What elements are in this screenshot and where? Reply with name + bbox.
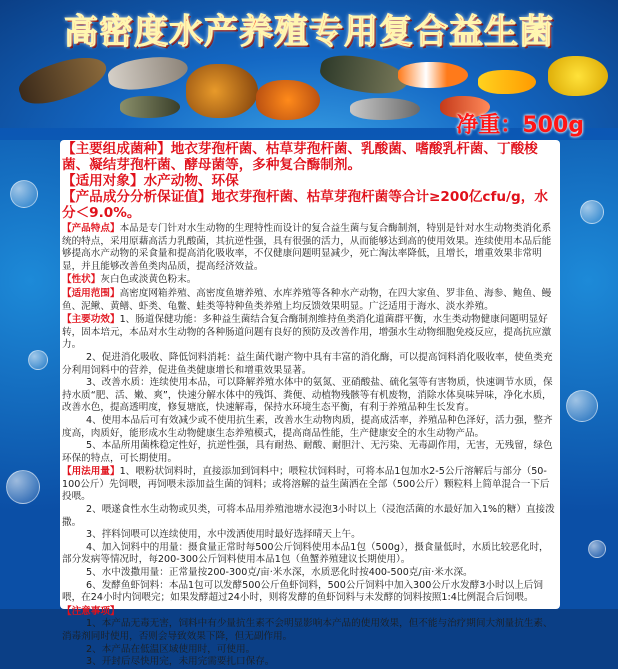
note-item: 2、本产品在低温区域使用时，可使用。 (86, 643, 256, 655)
bubble-decoration (580, 200, 604, 224)
fish-image (186, 64, 258, 118)
appearance-text: 灰白色或淡黄色粉末。 (100, 274, 197, 286)
usage-item: 5、水中泼撒用量：正常量按200-300克/亩·米水深，水质恶化时按400-500克/亩·米水深。 (86, 567, 473, 579)
scope-label: 【适用范围】 (62, 287, 120, 299)
appearance-label: 【性状】 (62, 274, 101, 286)
function-item: 5、本品所用菌株稳定性好，抗逆性强，具有耐热、耐酸、耐胆汁、无污染、无毒副作用，无害，无残留，绿色环保的特点，可长期使用。 (62, 440, 553, 464)
left-ocean-border (0, 140, 60, 609)
fish-image (548, 56, 608, 96)
main-components-text: 地衣芽孢杆菌、枯草芽孢杆菌、乳酸菌、嗜酸乳杆菌、丁酸梭菌、凝结芽孢杆菌、酵母菌等，多种复合酶制剂。 (62, 141, 538, 173)
features-label: 【产品特点】 (62, 223, 120, 234)
usage-item: 1、喂粉状饲料时，直接添加到饲料中；喂粒状饲料时，可将本品1包加水2-5公斤溶解后与部分（50-100公斤）先饲喂，再饲喂未添加益生菌的饲料；或将溶解的益生菌洒在全部（500公斤）颗粒料上简单混合一下后投喂。 (62, 466, 550, 503)
product-features (62, 223, 558, 273)
fish-image (15, 49, 112, 111)
fish-image (350, 98, 420, 120)
target-animals (62, 173, 558, 189)
guarantee-values (62, 189, 558, 221)
fish-image (398, 62, 468, 88)
product-title: 高密度水产养殖专用复合益生菌 (64, 12, 554, 52)
bubble-decoration (10, 180, 38, 208)
note-item: 1、本产品无毒无害，饲料中有少量抗生素不会明显影响本产品的使用效果，但不能与治疗期间大剂量抗生素、消毒剂同时使用，否则会导致效果下降，但无副作用。 (62, 618, 553, 642)
function-item: 1、肠道保健功能：多种益生菌结合复合酶制剂维持鱼类消化道菌群平衡，水生类动物健康问题明显好转，固本培元，本品对水生动物的各种肠道问题有良好的预防及改善作用，增强水生动物细胞免疫反应，提高抗应激力。 (62, 314, 552, 351)
appearance (62, 274, 558, 287)
note-item: 3、开封后尽快用完，未用完需要扎口保存。 (86, 656, 275, 668)
fish-image (120, 96, 180, 118)
usage-item: 2、喂遂食性水生动物或贝类，可将本品用养殖池塘水浸泡3小时以上（浸泡活菌的水最好加入1%的糖）直接泼撒。 (62, 504, 555, 528)
usage-dosage (62, 466, 558, 504)
application-scope (62, 288, 558, 313)
bubble-decoration (566, 390, 598, 422)
fish-image (478, 70, 536, 94)
function-item: 4、使用本品后可有效减少或不使用抗生素，改善水生动物肉质，提高成活率，养殖品种色泽好，活力强，整齐度高，肉质好，能形成水生动物健康生态养殖模式，提高商品性能，生产健康安全的水生动物产品。 (62, 414, 553, 439)
target-text: 水产动物、环保 (143, 173, 239, 189)
main-components-label: 【主要组成菌种】 (62, 141, 171, 157)
scope-text: 高密度网箱养殖、高密度鱼塘养殖、水库养殖等各种水产动物，在四大家鱼、罗非鱼、海参、鲍鱼、鳗鱼、泥鳅、黄鳝、虾类、龟鳖、蛙类等特种鱼类养殖上均反馈效果明显。广泛适用于海水、淡水养殖。 (62, 287, 552, 312)
main-components (62, 141, 558, 173)
main-functions (62, 314, 558, 352)
target-label: 【适用对象】 (62, 173, 144, 189)
usage-item: 4、加入饲料中的用量：摄食量正常时每500公斤饲料使用本品1包（500g），摄食量低时，水质比较恶化时，部分发病等情况时，每200-300公斤饲料使用本品1包（鱼蟹养殖建议长期使用）。 (62, 541, 549, 566)
bubble-decoration (28, 350, 48, 370)
guarantee-label: 【产品成分分析保证值】 (62, 189, 212, 205)
usage-item: 3、拌料饲喂可以连续使用，水中泼洒使用时最好选择晴天上午。 (86, 529, 361, 541)
right-ocean-border (558, 140, 618, 609)
functions-label: 【主要功效】 (62, 314, 120, 326)
guarantee-text: 地衣芽孢杆菌、枯草芽孢杆菌等合计≥200亿cfu/g，水分＜9.0%。 (62, 189, 548, 221)
precautions (62, 606, 558, 619)
net-weight: 净重：500g (456, 113, 584, 138)
fish-image (106, 53, 189, 94)
usage-item: 6、发酵鱼虾饲料：本品1包可以发酵500公斤鱼虾饲料，500公斤饲料中加入300公斤水发酵3小时以上后饲喂，在24小时内饲喂完；如果发酵超过24小时，则将发酵的鱼虾饲料与未发酵的饲料按照1:4比例混合后饲喂。 (62, 579, 543, 604)
fish-image (318, 51, 411, 100)
info-content (62, 141, 558, 669)
fish-image (256, 80, 320, 120)
function-item: 3、改善水质：连续使用本品，可以降解养殖水体中的氨氮、亚硝酸盐、硫化氢等有害物质，快速调节水质，保持水质“肥、活、嫩、爽”，快速分解水体中的残饵、粪便、动植物残骸等有机废物，消除水体臭味异味，净化水质，改善水色，提高透明度，修复塘底，快速解毒，保持水环境生态平衡，有利于养殖品种生长发育。 (62, 377, 553, 414)
features-text: 本品是专门针对水生动物的生理特性而设计的复合益生菌与复合酶制剂，特别是针对水生动物类消化系统的特点，采用原藉高活力乳酸菌，其抗逆性强，具有很强的活力，从而能够达到高的使用效果。连续使用本品后能够提高水产动物的采食量和提高消化吸收率，不仅健康问题明显减少，死亡淘汰率降低，且增长，增重效果非常明显，并且能够改善鱼类肉品质，提高经济效益。 (62, 223, 552, 272)
bubble-decoration (6, 470, 40, 504)
usage-label: 【用法用量】 (62, 466, 120, 478)
bubble-decoration (588, 540, 606, 558)
function-item: 2、促进消化吸收、降低饲料消耗：益生菌代谢产物中具有丰富的消化酶，可以提高饲料消化吸收率，使鱼类充分利用饲料中的营养，促进鱼类健康增长和增重效果显著。 (62, 351, 553, 376)
notes-label: 【注意事项】 (62, 605, 120, 617)
